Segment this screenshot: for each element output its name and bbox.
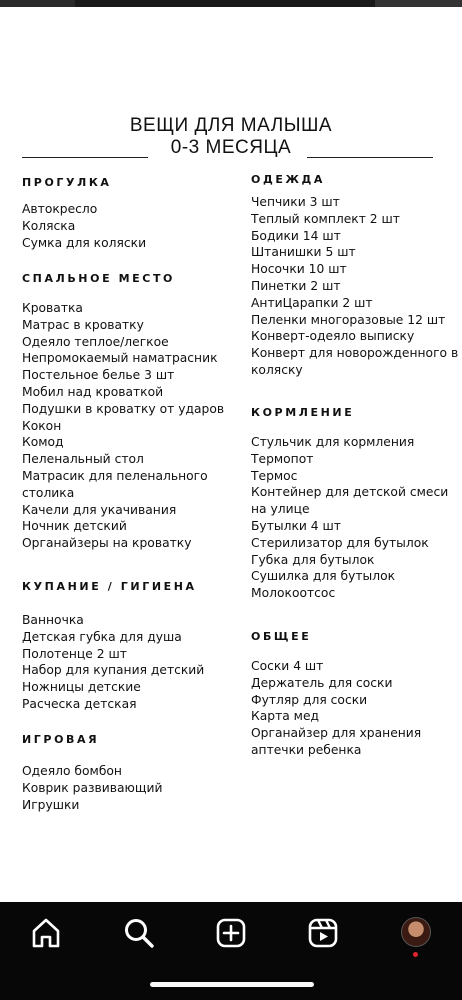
section-kormlenie [251, 404, 462, 602]
list-item: Ночник детский [22, 519, 127, 534]
list-item: Конверт-одеяло выписку [251, 329, 415, 344]
section-heading: КОРМЛЕНИЕ [251, 406, 355, 419]
list-item: Стерилизатор для бутылок [251, 535, 429, 550]
section-heading: ОДЕЖДА [251, 173, 326, 186]
list-item: Автокресло [22, 202, 98, 216]
title-rule-left [22, 157, 148, 158]
section-items [22, 300, 237, 552]
top-strip-segment [75, 0, 375, 7]
section-heading: ОБЩЕЕ [251, 630, 312, 643]
list-item: Непромокаемый наматрасник [22, 351, 218, 366]
list-item: Сумка для коляски [22, 235, 147, 250]
list-item: Одеяло теплое/легкое [22, 334, 169, 349]
section-heading: ПРОГУЛКА [22, 176, 112, 189]
list-item: Набор для купания детский [22, 663, 205, 678]
list-item: Полотенце 2 шт [22, 646, 127, 661]
list-item: Расческа детская [22, 696, 137, 711]
section-heading: КУПАНИЕ / ГИГИЕНА [22, 580, 197, 593]
home-indicator[interactable] [150, 982, 314, 987]
list-item: Молокоотсос [251, 586, 336, 601]
list-item: Носочки 10 шт [251, 262, 347, 277]
list-item: Сушилка для бутылок [251, 569, 396, 584]
list-item: Детская губка для душа [22, 629, 182, 644]
list-item: Одеяло бомбон [22, 764, 122, 778]
list-item: АнтиЦарапки 2 шт [251, 295, 373, 310]
top-strip-segment [0, 0, 75, 7]
list-item: Ножницы детские [22, 680, 141, 695]
list-item: Органайзеры на кроватку [22, 536, 192, 551]
section-items [22, 612, 237, 713]
list-item: Карта мед [251, 709, 320, 724]
title-rule-right [307, 157, 433, 158]
section-items [22, 201, 237, 251]
notification-dot [413, 952, 418, 957]
list-item: Термопот [251, 451, 314, 466]
create-post-icon[interactable] [214, 916, 248, 950]
section-items [251, 194, 462, 379]
list-item: Бодики 14 шт [251, 228, 341, 243]
section-igrovaya [22, 731, 237, 813]
section-spalnoe-mesto [22, 270, 237, 552]
page-title: ВЕЩИ ДЛЯ МАЛЫША [129, 115, 333, 136]
list-item: Коврик развивающий [22, 780, 163, 795]
list-item: Бутылки 4 шт [251, 518, 341, 533]
list-item: Футляр для соски [251, 692, 368, 707]
list-item: Матрас в кроватку [22, 317, 144, 332]
list-item: Подушки в кроватку от ударов [22, 401, 225, 416]
list-item: Пинетки 2 шт [251, 278, 341, 293]
home-icon[interactable] [29, 916, 63, 950]
search-icon[interactable] [122, 916, 156, 950]
section-heading: ИГРОВАЯ [22, 733, 100, 746]
list-item: Контейнер для детской смеси на улице [251, 485, 449, 517]
list-item: Игрушки [22, 797, 80, 812]
section-obschee [251, 628, 462, 759]
list-item: Держатель для соски [251, 675, 393, 690]
list-item: Термос [251, 468, 298, 483]
list-item: Кокон [22, 418, 62, 433]
profile-avatar[interactable] [401, 917, 431, 947]
list-item: Пеленки многоразовые 12 шт [251, 312, 446, 327]
list-item: Постельное белье 3 шт [22, 368, 175, 383]
section-odezhda [251, 171, 462, 379]
list-item: Теплый комплект 2 шт [251, 211, 400, 226]
list-item: Ванночка [22, 613, 84, 627]
list-item: Коляска [22, 218, 76, 233]
list-item: Чепчики 3 шт [251, 195, 340, 209]
list-item: Комод [22, 435, 64, 450]
list-item: Пеленальный стол [22, 452, 144, 467]
section-items [251, 434, 462, 602]
list-item: Стульчик для кормления [251, 435, 415, 449]
list-item: Губка для бутылок [251, 552, 375, 567]
section-items [22, 763, 237, 813]
top-strip-segment [375, 0, 462, 7]
section-heading: СПАЛЬНОЕ МЕСТО [22, 272, 176, 285]
page-subtitle: 0-3 МЕСЯЦА [170, 137, 292, 158]
reels-icon[interactable] [306, 916, 340, 950]
list-item: Матрасик для пеленального столика [22, 468, 208, 500]
list-item: Мобил над кроваткой [22, 384, 164, 399]
list-item: Органайзер для хранения аптечки ребенка [251, 726, 422, 757]
list-item: Конверт для новорожденного в коляску [251, 346, 459, 377]
top-image-strip [0, 0, 462, 7]
list-item: Штанишки 5 шт [251, 245, 356, 260]
list-item: Качели для укачивания [22, 502, 177, 517]
section-progulka [22, 174, 237, 251]
section-kupanie-gigiena [22, 578, 237, 713]
section-items [251, 658, 462, 759]
list-item: Соски 4 шт [251, 659, 324, 673]
list-item: Кроватка [22, 301, 83, 315]
